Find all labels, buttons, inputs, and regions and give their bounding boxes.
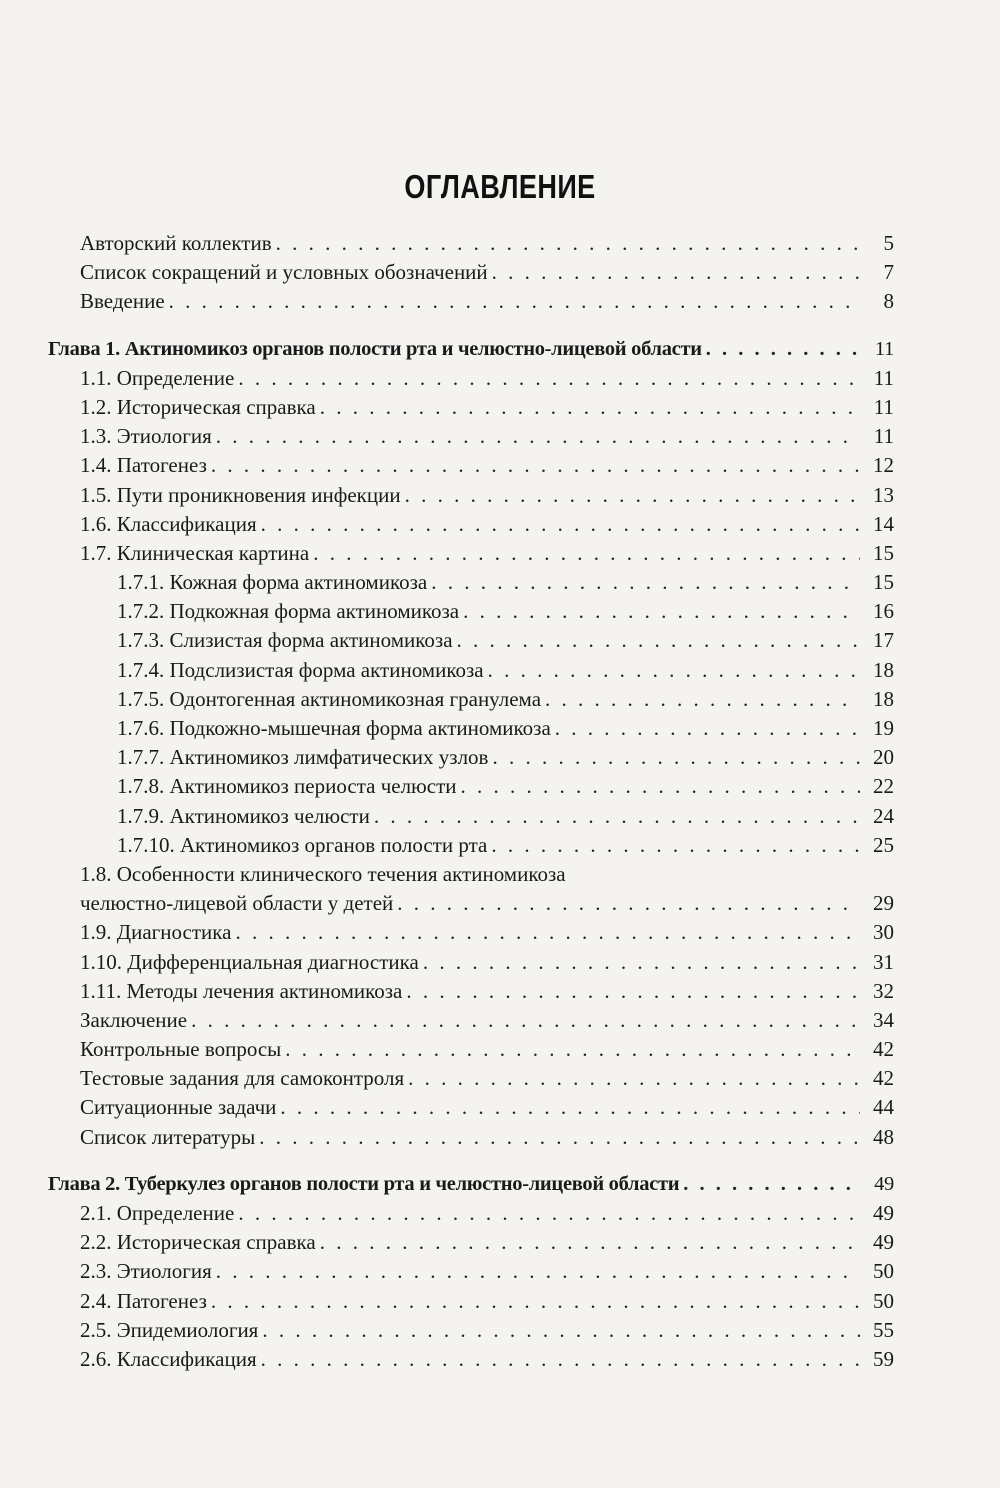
toc-page-number: 8 <box>883 289 894 314</box>
toc-dot-leader <box>405 481 860 510</box>
table-of-contents <box>0 229 1000 1374</box>
toc-entry <box>0 802 1000 831</box>
toc-page-number: 11 <box>873 424 894 449</box>
toc-entry-title: 1.7.9. Актиномикоз челюсти <box>117 803 370 828</box>
toc-page-number: 19 <box>873 716 894 740</box>
toc-dot-leader <box>683 1170 860 1199</box>
toc-entry <box>0 364 1000 393</box>
toc-entry <box>0 1316 1000 1345</box>
toc-page-number: 42 <box>873 1066 894 1091</box>
toc-entry <box>0 422 1000 451</box>
toc-dot-leader <box>457 626 860 655</box>
toc-entry <box>0 510 1000 539</box>
toc-entry-title: Введение <box>80 289 165 314</box>
toc-entry <box>0 1228 1000 1257</box>
toc-dot-leader <box>211 1287 860 1316</box>
page-title: ОГЛАВЛЕНИЕ <box>404 168 596 205</box>
toc-dot-leader <box>238 364 860 393</box>
toc-page-number: 50 <box>873 1288 894 1313</box>
toc-dot-leader <box>463 597 860 626</box>
toc-dot-leader <box>261 510 860 539</box>
toc-entry <box>0 1064 1000 1093</box>
toc-page-number: 30 <box>873 920 894 945</box>
toc-dot-leader <box>555 714 860 743</box>
toc-entry-title: 2.6. Классификация <box>80 1346 257 1371</box>
toc-dot-leader <box>320 393 860 422</box>
toc-entry-title: Глава 1. Актиномикоз органов полости рта и челюстно-лицевой области <box>48 337 702 360</box>
toc-entry-title: 1.9. Диагностика <box>80 920 232 945</box>
toc-dot-leader <box>211 451 860 480</box>
toc-entry <box>0 656 1000 685</box>
toc-entry <box>0 977 1000 1006</box>
toc-entry <box>0 772 1000 801</box>
toc-entry-title: 1.7.6. Подкожно-мышечная форма актиномикоза <box>117 716 551 740</box>
toc-page-number: 14 <box>873 511 894 536</box>
toc-dot-leader <box>261 1345 860 1374</box>
toc-entry-title: 1.7. Клиническая картина <box>80 540 310 565</box>
toc-page-number: 12 <box>873 453 894 478</box>
toc-entry-title: Глава 2. Туберкулез органов полости рта и челюстно-лицевой области <box>48 1172 680 1195</box>
toc-entry <box>0 1123 1000 1152</box>
toc-entry <box>0 451 1000 480</box>
toc-entry-title: 1.7.7. Актиномикоз лимфатических узлов <box>117 745 489 770</box>
toc-page-number: 16 <box>873 599 894 624</box>
toc-page-number: 29 <box>873 891 894 916</box>
toc-dot-leader <box>191 1006 860 1035</box>
toc-entry <box>0 258 1000 287</box>
toc-entry-title: 1.8. Особенности клинического течения актиномикоза <box>80 861 566 886</box>
toc-entry-title: 1.5. Пути проникновения инфекции <box>80 482 401 507</box>
toc-entry-title: Список сокращений и условных обозначений <box>80 260 488 285</box>
toc-entry-title: 2.1. Определение <box>80 1201 235 1225</box>
toc-dot-leader <box>491 831 860 860</box>
toc-page-number: 50 <box>873 1259 894 1284</box>
toc-page-number: 5 <box>883 231 894 255</box>
toc-entry <box>0 743 1000 772</box>
toc-entry-title: челюстно-лицевой области у детей <box>80 891 394 916</box>
toc-entry-title: Авторский коллектив <box>80 231 272 255</box>
toc-entry-title: 2.2. Историческая справка <box>80 1230 316 1255</box>
toc-dot-leader <box>488 656 860 685</box>
toc-entry <box>0 831 1000 860</box>
toc-page-number: 11 <box>873 365 894 390</box>
toc-entry <box>0 539 1000 568</box>
toc-entry-title: Список литературы <box>80 1124 256 1149</box>
toc-entry-title: 1.10. Дифференциальная диагностика <box>80 949 419 974</box>
toc-page-number: 32 <box>873 978 894 1003</box>
toc-page-number: 17 <box>873 628 894 653</box>
toc-dot-leader <box>545 685 860 714</box>
toc-chapter-entry <box>0 335 1000 364</box>
toc-dot-leader <box>285 1035 860 1064</box>
toc-page-number: 48 <box>873 1124 894 1149</box>
toc-entry <box>0 918 1000 947</box>
toc-chapter-entry <box>0 1170 1000 1199</box>
toc-dot-leader <box>169 287 860 316</box>
toc-page-number: 24 <box>873 803 894 828</box>
toc-page-number: 49 <box>874 1172 894 1195</box>
toc-entry-title: Ситуационные задачи <box>80 1095 277 1120</box>
toc-page-number: 7 <box>883 260 894 285</box>
toc-dot-leader <box>461 772 861 801</box>
toc-entry-title: Тестовые задания для самоконтроля <box>80 1066 405 1091</box>
toc-dot-leader <box>259 1123 860 1152</box>
toc-page-number: 49 <box>873 1201 894 1225</box>
toc-entry-title: 1.7.4. Подслизистая форма актиномикоза <box>117 657 484 682</box>
toc-page-number: 15 <box>873 570 894 595</box>
toc-entry-title: 1.4. Патогенез <box>80 453 207 478</box>
toc-dot-leader <box>492 258 860 287</box>
toc-entry <box>0 481 1000 510</box>
toc-dot-leader <box>280 1093 860 1122</box>
toc-entry <box>0 685 1000 714</box>
toc-entry <box>0 1006 1000 1035</box>
toc-entry <box>0 287 1000 316</box>
toc-page-number: 13 <box>873 482 894 507</box>
toc-entry <box>0 1345 1000 1374</box>
toc-entry <box>0 714 1000 743</box>
toc-dot-leader <box>276 229 860 258</box>
toc-page-number: 31 <box>873 949 894 974</box>
toc-entry-title: 1.7.5. Одонтогенная актиномикозная гранулема <box>117 686 542 711</box>
toc-dot-leader <box>492 743 860 772</box>
toc-dot-leader <box>235 918 860 947</box>
toc-entry-title: 1.3. Этиология <box>80 424 212 449</box>
toc-dot-leader <box>320 1228 860 1257</box>
toc-page-number: 18 <box>873 657 894 682</box>
toc-entry-title: 1.7.2. Подкожная форма актиномикоза <box>117 599 460 624</box>
toc-dot-leader <box>262 1316 860 1345</box>
toc-entry-title: 1.6. Классификация <box>80 511 257 536</box>
toc-entry-title: 1.7.10. Актиномикоз органов полости рта <box>117 832 488 857</box>
toc-page-number: 55 <box>873 1317 894 1342</box>
toc-dot-leader <box>216 422 860 451</box>
toc-page-number: 15 <box>873 540 894 565</box>
toc-entry <box>0 1287 1000 1316</box>
toc-entry <box>0 626 1000 655</box>
toc-page-number: 11 <box>874 337 894 360</box>
toc-dot-leader <box>374 802 860 831</box>
toc-entry <box>0 1257 1000 1286</box>
toc-dot-leader <box>431 568 860 597</box>
toc-page-number: 59 <box>873 1346 894 1371</box>
toc-entry-title: Контрольные вопросы <box>80 1037 282 1062</box>
toc-entry-title: 1.11. Методы лечения актиномикоза <box>80 978 403 1003</box>
toc-entry-title: 2.4. Патогенез <box>80 1288 207 1313</box>
toc-entry-title: 2.3. Этиология <box>80 1259 212 1284</box>
toc-page-number: 34 <box>873 1007 894 1032</box>
toc-entry-title: 1.2. Историческая справка <box>80 394 316 419</box>
toc-entry <box>0 948 1000 977</box>
toc-dot-leader <box>216 1257 860 1286</box>
toc-dot-leader <box>397 889 860 918</box>
toc-entry-title: 2.5. Эпидемиология <box>80 1317 259 1342</box>
toc-dot-leader <box>313 539 860 568</box>
toc-dot-leader <box>423 948 860 977</box>
toc-entry <box>0 1035 1000 1064</box>
toc-page-number: 18 <box>873 686 894 711</box>
toc-page-number: 44 <box>873 1095 894 1120</box>
toc-entry <box>0 597 1000 626</box>
toc-dot-leader <box>706 335 860 364</box>
toc-page-number: 49 <box>873 1230 894 1255</box>
toc-dot-leader <box>408 1064 860 1093</box>
toc-entry <box>0 393 1000 422</box>
toc-page-number: 11 <box>873 394 894 419</box>
toc-dot-leader <box>238 1199 860 1228</box>
toc-page-number: 42 <box>873 1037 894 1062</box>
toc-entry-title: Заключение <box>80 1007 188 1032</box>
toc-entry <box>0 568 1000 597</box>
toc-dot-leader <box>406 977 860 1006</box>
toc-entry-title: 1.7.1. Кожная форма актиномикоза <box>117 570 428 595</box>
toc-entry <box>0 229 1000 258</box>
toc-page-number: 20 <box>873 745 894 770</box>
toc-entry-title: 1.7.8. Актиномикоз периоста челюсти <box>117 774 457 799</box>
toc-entry <box>0 860 1000 889</box>
toc-entry-title: 1.7.3. Слизистая форма актиномикоза <box>117 628 453 653</box>
toc-entry <box>0 889 1000 918</box>
toc-entry-title: 1.1. Определение <box>80 365 235 390</box>
toc-page-number: 25 <box>873 832 894 857</box>
toc-entry <box>0 1199 1000 1228</box>
toc-page-number: 22 <box>873 774 894 799</box>
toc-entry <box>0 1093 1000 1122</box>
